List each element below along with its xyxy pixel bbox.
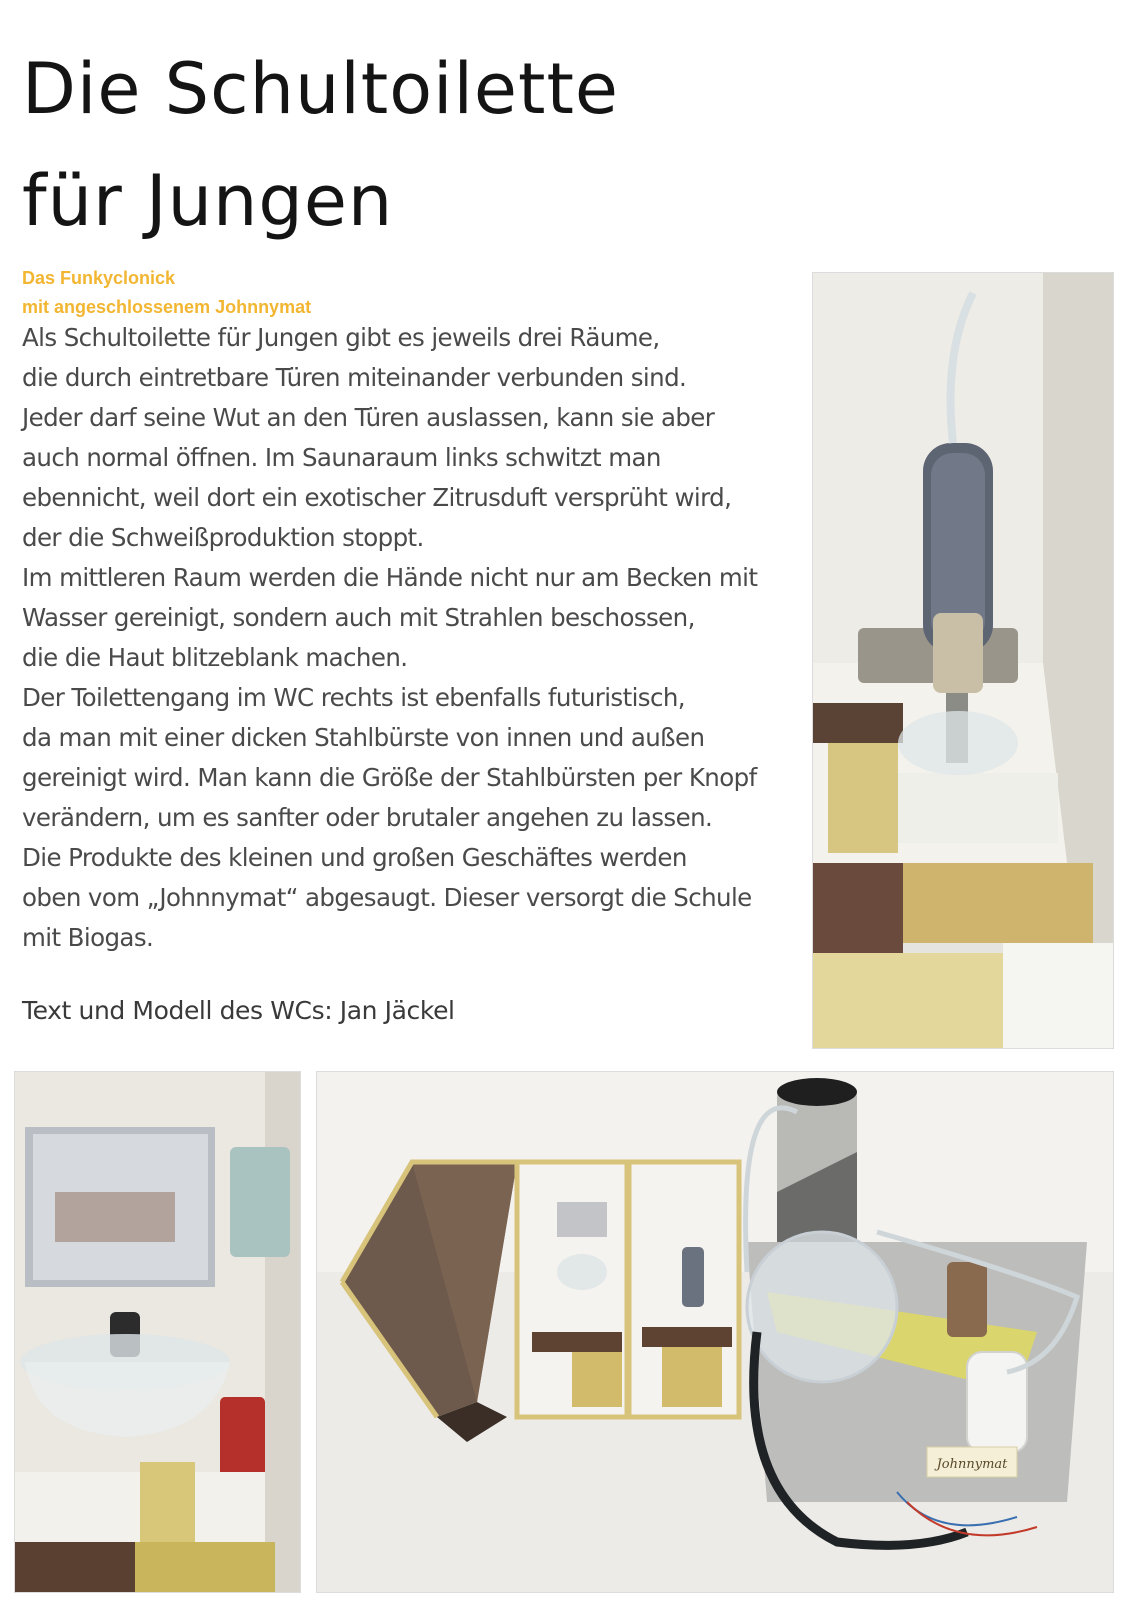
body-line: Als Schultoilette für Jungen gibt es jeweils drei Räume, bbox=[22, 323, 660, 352]
body-line: Im mittleren Raum werden die Hände nicht nur am Becken mit bbox=[22, 563, 758, 592]
body-line: mit Biogas. bbox=[22, 923, 154, 952]
body-line: Jeder darf seine Wut an den Türen auslassen, kann sie aber bbox=[22, 403, 715, 432]
johnnymat-sign-label: Johnnymat bbox=[936, 1457, 1008, 1472]
body-text bbox=[22, 318, 782, 958]
subtitle-line-1: Das Funkyclonick bbox=[22, 268, 176, 288]
full-model-photo bbox=[316, 1071, 1114, 1593]
subtitle bbox=[22, 264, 311, 322]
page-title-line-2: für Jungen bbox=[22, 160, 394, 242]
sink-room-illustration bbox=[15, 1072, 300, 1592]
body-line: der die Schweißproduktion stoppt. bbox=[22, 523, 424, 552]
toilet-model-photo bbox=[812, 272, 1114, 1049]
body-line: Die Produkte des kleinen und großen Geschäftes werden bbox=[22, 843, 687, 872]
body-line: auch normal öffnen. Im Saunaraum links schwitzt man bbox=[22, 443, 661, 472]
page-title-line-1: Die Schultoilette bbox=[22, 48, 619, 130]
body-line: die die Haut blitzeblank machen. bbox=[22, 643, 408, 672]
body-line: verändern, um es sanfter oder brutaler angehen zu lassen. bbox=[22, 803, 713, 832]
body-line: ebennicht, weil dort ein exotischer Zitrusduft versprüht wird, bbox=[22, 483, 732, 512]
author-credit: Text und Modell des WCs: Jan Jäckel bbox=[22, 996, 455, 1025]
sink-room-photo bbox=[14, 1071, 301, 1593]
subtitle-line-2: mit angeschlossenem Johnnymat bbox=[22, 297, 312, 317]
body-line: die durch eintretbare Türen miteinander verbunden sind. bbox=[22, 363, 687, 392]
toilet-model-illustration bbox=[813, 273, 1113, 1048]
full-model-illustration bbox=[317, 1072, 1113, 1592]
body-line: Wasser gereinigt, sondern auch mit Strahlen beschossen, bbox=[22, 603, 695, 632]
body-line: oben vom „Johnnymat“ abgesaugt. Dieser versorgt die Schule bbox=[22, 883, 752, 912]
body-line: da man mit einer dicken Stahlbürste von innen und außen bbox=[22, 723, 705, 752]
body-line: Der Toilettengang im WC rechts ist ebenfalls futuristisch, bbox=[22, 683, 685, 712]
body-line: gereinigt wird. Man kann die Größe der Stahlbürsten per Knopf bbox=[22, 763, 757, 792]
